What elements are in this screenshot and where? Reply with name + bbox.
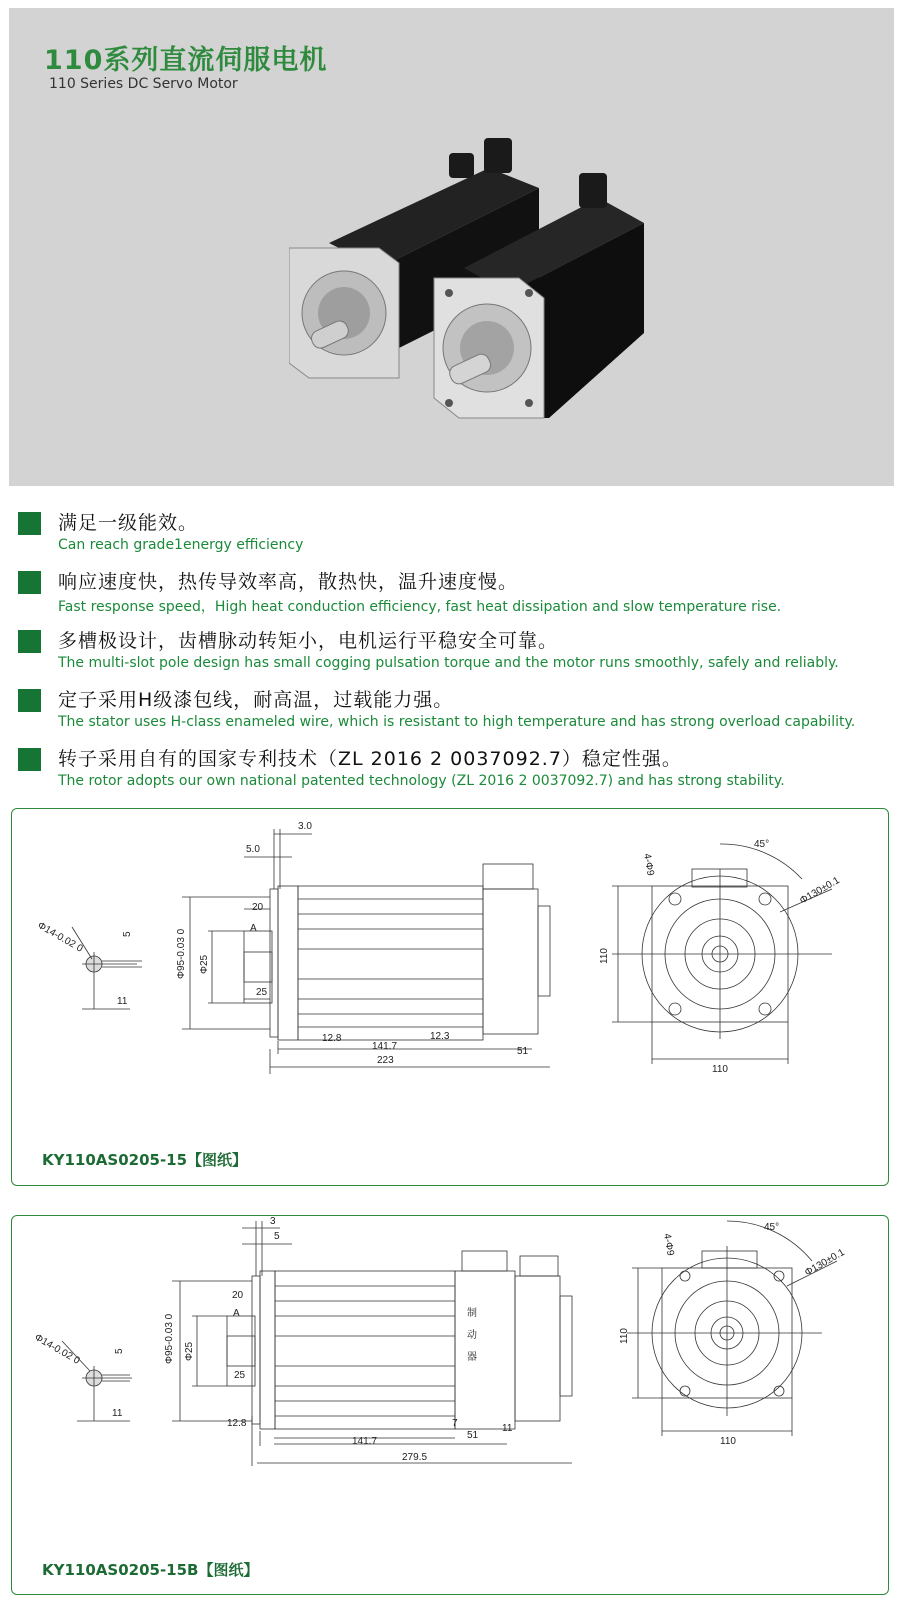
- flange-w-label: 110: [712, 1064, 728, 1075]
- dim-25dia-label: Φ25: [199, 954, 210, 974]
- dim-223-label: 223: [377, 1055, 394, 1066]
- dim-12.8-label: 12.8: [227, 1418, 247, 1429]
- shaft-dia-label: Φ14-0.02 0: [32, 1332, 82, 1367]
- brake-char-1: 制: [467, 1308, 477, 1319]
- pcd-label: Φ130±0.1: [798, 875, 842, 907]
- dim-95-label: Φ95-0.03 0: [164, 1313, 175, 1364]
- side-view: [164, 1216, 572, 1466]
- key-a-label: A: [233, 1308, 240, 1319]
- model-number-2: KY110AS0205-15B【图纸】: [42, 1561, 259, 1579]
- feature-item: [18, 685, 888, 744]
- key-a-label: A: [250, 923, 257, 934]
- feature-en: Fast response speed，High heat conduction efficiency, fast heat dissipation and slow temperature rise.: [58, 599, 782, 615]
- bullet-square-icon: [18, 512, 41, 535]
- dim-51-label: 51: [517, 1046, 529, 1057]
- dim-279.5-label: 279.5: [402, 1452, 428, 1463]
- feature-cn: 多槽极设计，齿槽脉动转矩小，电机运行平稳安全可靠。: [58, 630, 559, 652]
- brake-char-2: 动: [467, 1330, 477, 1341]
- feature-en: The rotor adopts our own national patented technology (ZL 2016 2 0037092.7) and has strong stability.: [58, 773, 785, 789]
- product-title-cn: 110系列直流伺服电机: [44, 45, 328, 76]
- drawing-panel-2: [11, 1215, 889, 1595]
- dim-3-label: 3.0: [298, 821, 312, 832]
- feature-item: [18, 508, 888, 567]
- feature-item: [18, 744, 888, 803]
- dim-3-label: 3: [270, 1216, 276, 1227]
- shaft-section: [36, 920, 143, 1009]
- holes-label: 4-Φ9: [641, 852, 656, 877]
- feature-cn: 定子采用H级漆包线，耐高温，过载能力强。: [58, 689, 454, 711]
- feature-en: Can reach grade1energy efficiency: [58, 537, 304, 553]
- flange-w-label: 110: [720, 1436, 736, 1447]
- feature-en: The stator uses H-class enameled wire, which is resistant to high temperature and has strong overload capability.: [58, 714, 856, 730]
- front-view: [619, 1221, 847, 1447]
- feature-cn: 转子采用自有的国家专利技术（ZL 2016 2 0037092.7）稳定性强。: [58, 748, 682, 770]
- flange-h-label: 110: [619, 1328, 630, 1344]
- dim-25-label: 25: [234, 1370, 246, 1381]
- dim-12.8-label: 12.8: [322, 1033, 342, 1044]
- dim-20-label: 20: [252, 902, 264, 913]
- dim-20-label: 20: [232, 1290, 244, 1301]
- flange-h-label: 110: [599, 948, 610, 964]
- dim-51-label: 51: [467, 1430, 479, 1441]
- dim-5-label: 5: [274, 1231, 280, 1242]
- dim-141.7-label: 141.7: [352, 1436, 378, 1447]
- front-view: [599, 839, 842, 1075]
- pcd-label: Φ130±0.1: [803, 1247, 847, 1279]
- dim-141.7-label: 141.7: [372, 1041, 398, 1052]
- dim-11-label: 11: [502, 1423, 513, 1434]
- feature-item: [18, 567, 888, 626]
- key-depth-label: 11: [112, 1408, 123, 1419]
- dim-95-label: Φ95-0.03 0: [176, 928, 187, 979]
- bullet-square-icon: [18, 748, 41, 771]
- dim-7-label: 7: [452, 1418, 458, 1429]
- technical-drawing-1: [12, 809, 888, 1185]
- shaft-dia-label: Φ14-0.02 0: [35, 920, 85, 955]
- bullet-square-icon: [18, 630, 41, 653]
- angle-label: 45°: [764, 1222, 780, 1233]
- dim-25dia-label: Φ25: [184, 1341, 195, 1361]
- model-number-1: KY110AS0205-15【图纸】: [42, 1151, 248, 1169]
- bullet-square-icon: [18, 689, 41, 712]
- dim-5-label: 5.0: [246, 844, 260, 855]
- product-title-en: 110 Series DC Servo Motor: [49, 76, 238, 92]
- dim-12.3-label: 12.3: [430, 1031, 450, 1042]
- motor-product-image: [289, 128, 649, 428]
- holes-label: 4-Φ9: [661, 1232, 676, 1257]
- shaft-section: [33, 1332, 133, 1421]
- hero-banner: [9, 8, 894, 486]
- bullet-square-icon: [18, 571, 41, 594]
- feature-en: The multi-slot pole design has small cogging pulsation torque and the motor runs smoothly, safely and reliably.: [58, 655, 839, 671]
- feature-item: [18, 626, 888, 685]
- brake-char-3: 器: [467, 1352, 477, 1363]
- technical-drawing-2: [12, 1216, 888, 1594]
- feature-cn: 响应速度快，热传导效率高，散热快，温升速度慢。: [58, 571, 519, 593]
- key-depth-label: 11: [117, 996, 128, 1007]
- side-view: [176, 821, 550, 1074]
- dim-25-label: 25: [256, 987, 268, 998]
- angle-label: 45°: [754, 839, 770, 850]
- drawing-panel-1: [11, 808, 889, 1186]
- key-width-label: 5: [122, 931, 133, 937]
- feature-list: [18, 508, 888, 803]
- key-width-label: 5: [114, 1348, 125, 1354]
- feature-cn: 满足一级能效。: [58, 512, 199, 534]
